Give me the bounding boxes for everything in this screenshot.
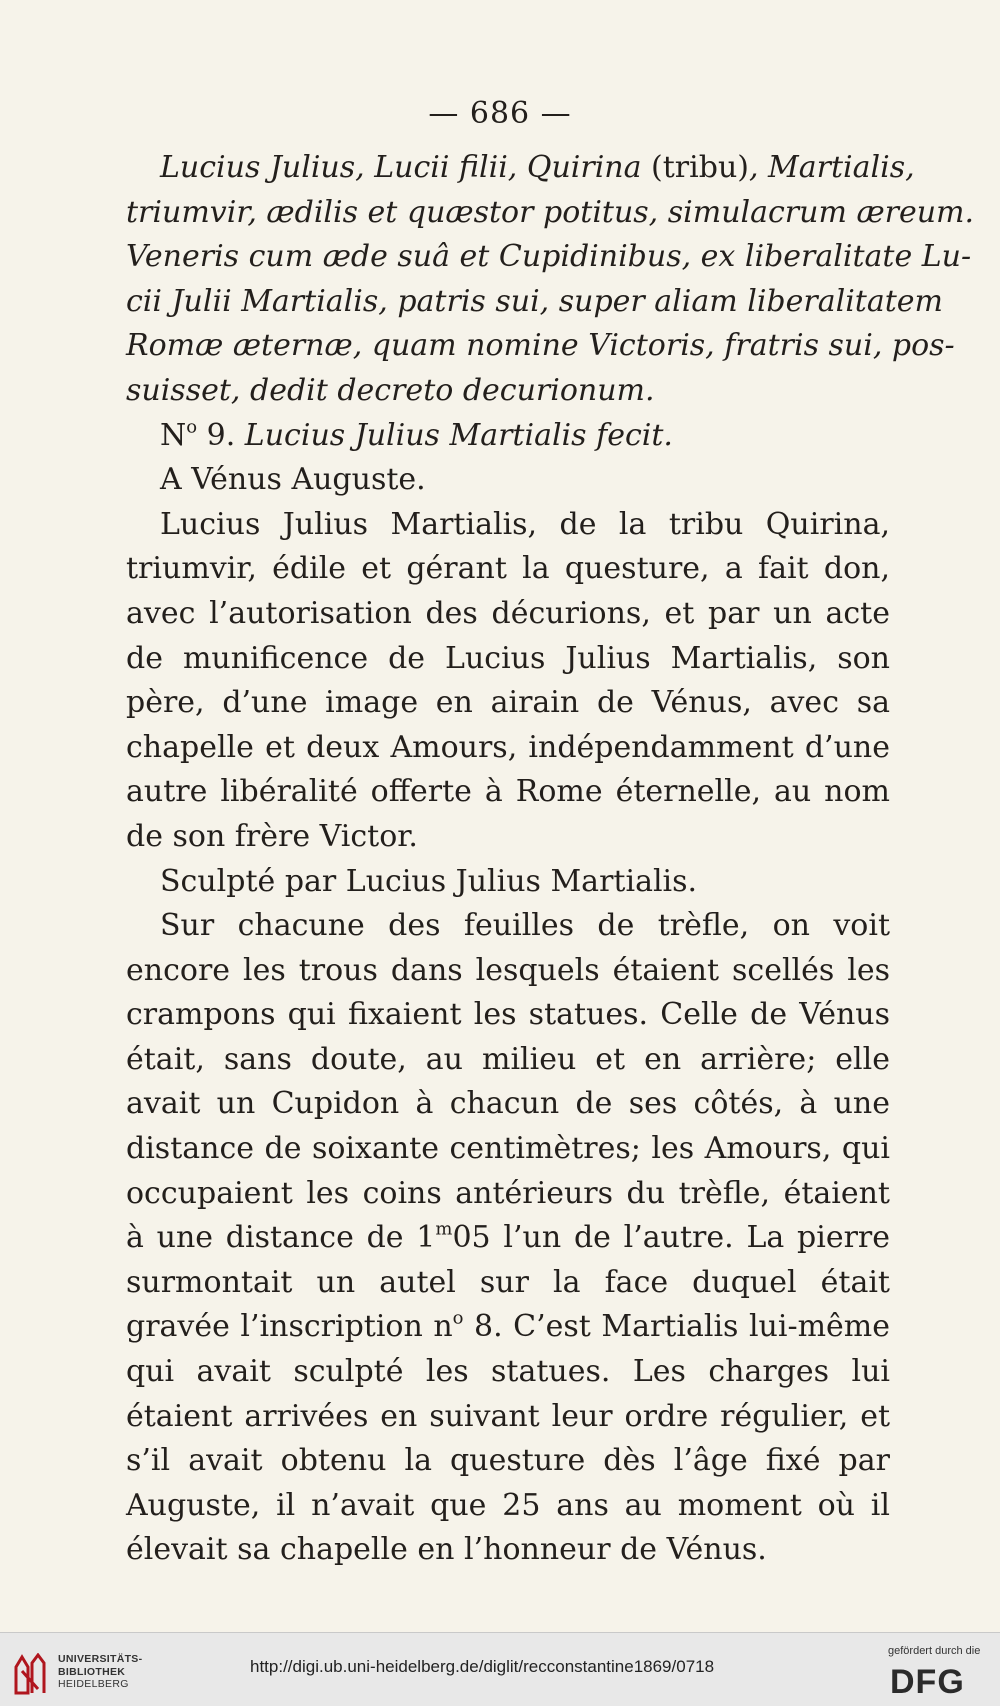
permalink-url[interactable]: http://digi.ub.uni-heidelberg.de/diglit/recconstantine1869/0718 bbox=[250, 1657, 715, 1676]
latin-line-5: Romæ æternæ, quam nomine Victoris, fratris sui, pos- bbox=[126, 328, 955, 364]
inscription-number-line: $N^o$ 9. Lucius Julius Martialis fecit. bbox=[160, 415, 673, 453]
venus-dedication-line: A Vénus Auguste. bbox=[160, 462, 426, 498]
latin-line-2: triumvir, ædilis et quæstor potitus, simulacrum æreum. bbox=[126, 194, 975, 230]
dfg-logo: DFG bbox=[890, 1663, 965, 1701]
translation-paragraph: Lucius Julius Martialis, de la tribu Quirina, triumvir, édile et gérant la questure, a fait don, avec l’autorisation des décurions, et par un acte de munificence de Lucius Julius Martialis, son père, d’une image en airain de Vénus, avec sa chapelle et deux Amours, indépendamment d’une autre libéralité offerte à Rome éternelle, au nom de son frère Victor. bbox=[126, 506, 890, 854]
inscription-number-italic: Lucius Julius Martialis fecit. bbox=[235, 417, 673, 453]
page-number: — 686 — bbox=[428, 96, 572, 131]
description-paragraph: Sur chacune des feuilles de trèfle, on voit encore les trous dans lesquels étaient scellés les crampons qui fixaient les statues. Celle de Vénus était, sans doute, au milieu et en arrière; elle avait un Cupidon à chacun de ses côtés, à une distance de soixante centimètres; les Amours, qui occupaient les coins antérieurs du trèfle, étaient à une distance de 1$^m$05 l’un de l’autre. La pierre surmontait un autel sur la face duquel était gravée l’inscription $n^o$ 8. C’est Martialis lui-même qui avait sculpté les statues. Les charges lui étaient arrivées en suivant leur ordre régulier, et s’il avait obtenu la questure dès l’âge fixé par Auguste, il n’avait que 25 ans au moment où il élevait sa chapelle en l’honneur de Vénus. bbox=[126, 908, 891, 1568]
latin-line-4: cii Julii Martialis, patris sui, super aliam liberalitatem bbox=[126, 283, 943, 319]
latin-line-3: Veneris cum æde suâ et Cupidinibus, ex liberalitate Lu- bbox=[126, 239, 972, 275]
university-library-logo-icon bbox=[12, 1653, 50, 1695]
latin-line-1: Lucius Julius, Lucii filii, Quirina (tribu), Martialis, bbox=[160, 150, 915, 185]
university-library-name: UNIVERSITÄTS- BIBLIOTHEK HEIDELBERG bbox=[58, 1653, 143, 1690]
latin-line-6: suisset, dedit decreto decurionum. bbox=[126, 372, 655, 408]
viewer-footer bbox=[0, 1632, 1000, 1706]
dfg-funding-label: gefördert durch die bbox=[888, 1645, 981, 1657]
latin-inscription-paragraph bbox=[126, 146, 975, 414]
sculptor-line: Sculpté par Lucius Julius Martialis. bbox=[160, 863, 698, 899]
page-text bbox=[126, 146, 975, 1573]
